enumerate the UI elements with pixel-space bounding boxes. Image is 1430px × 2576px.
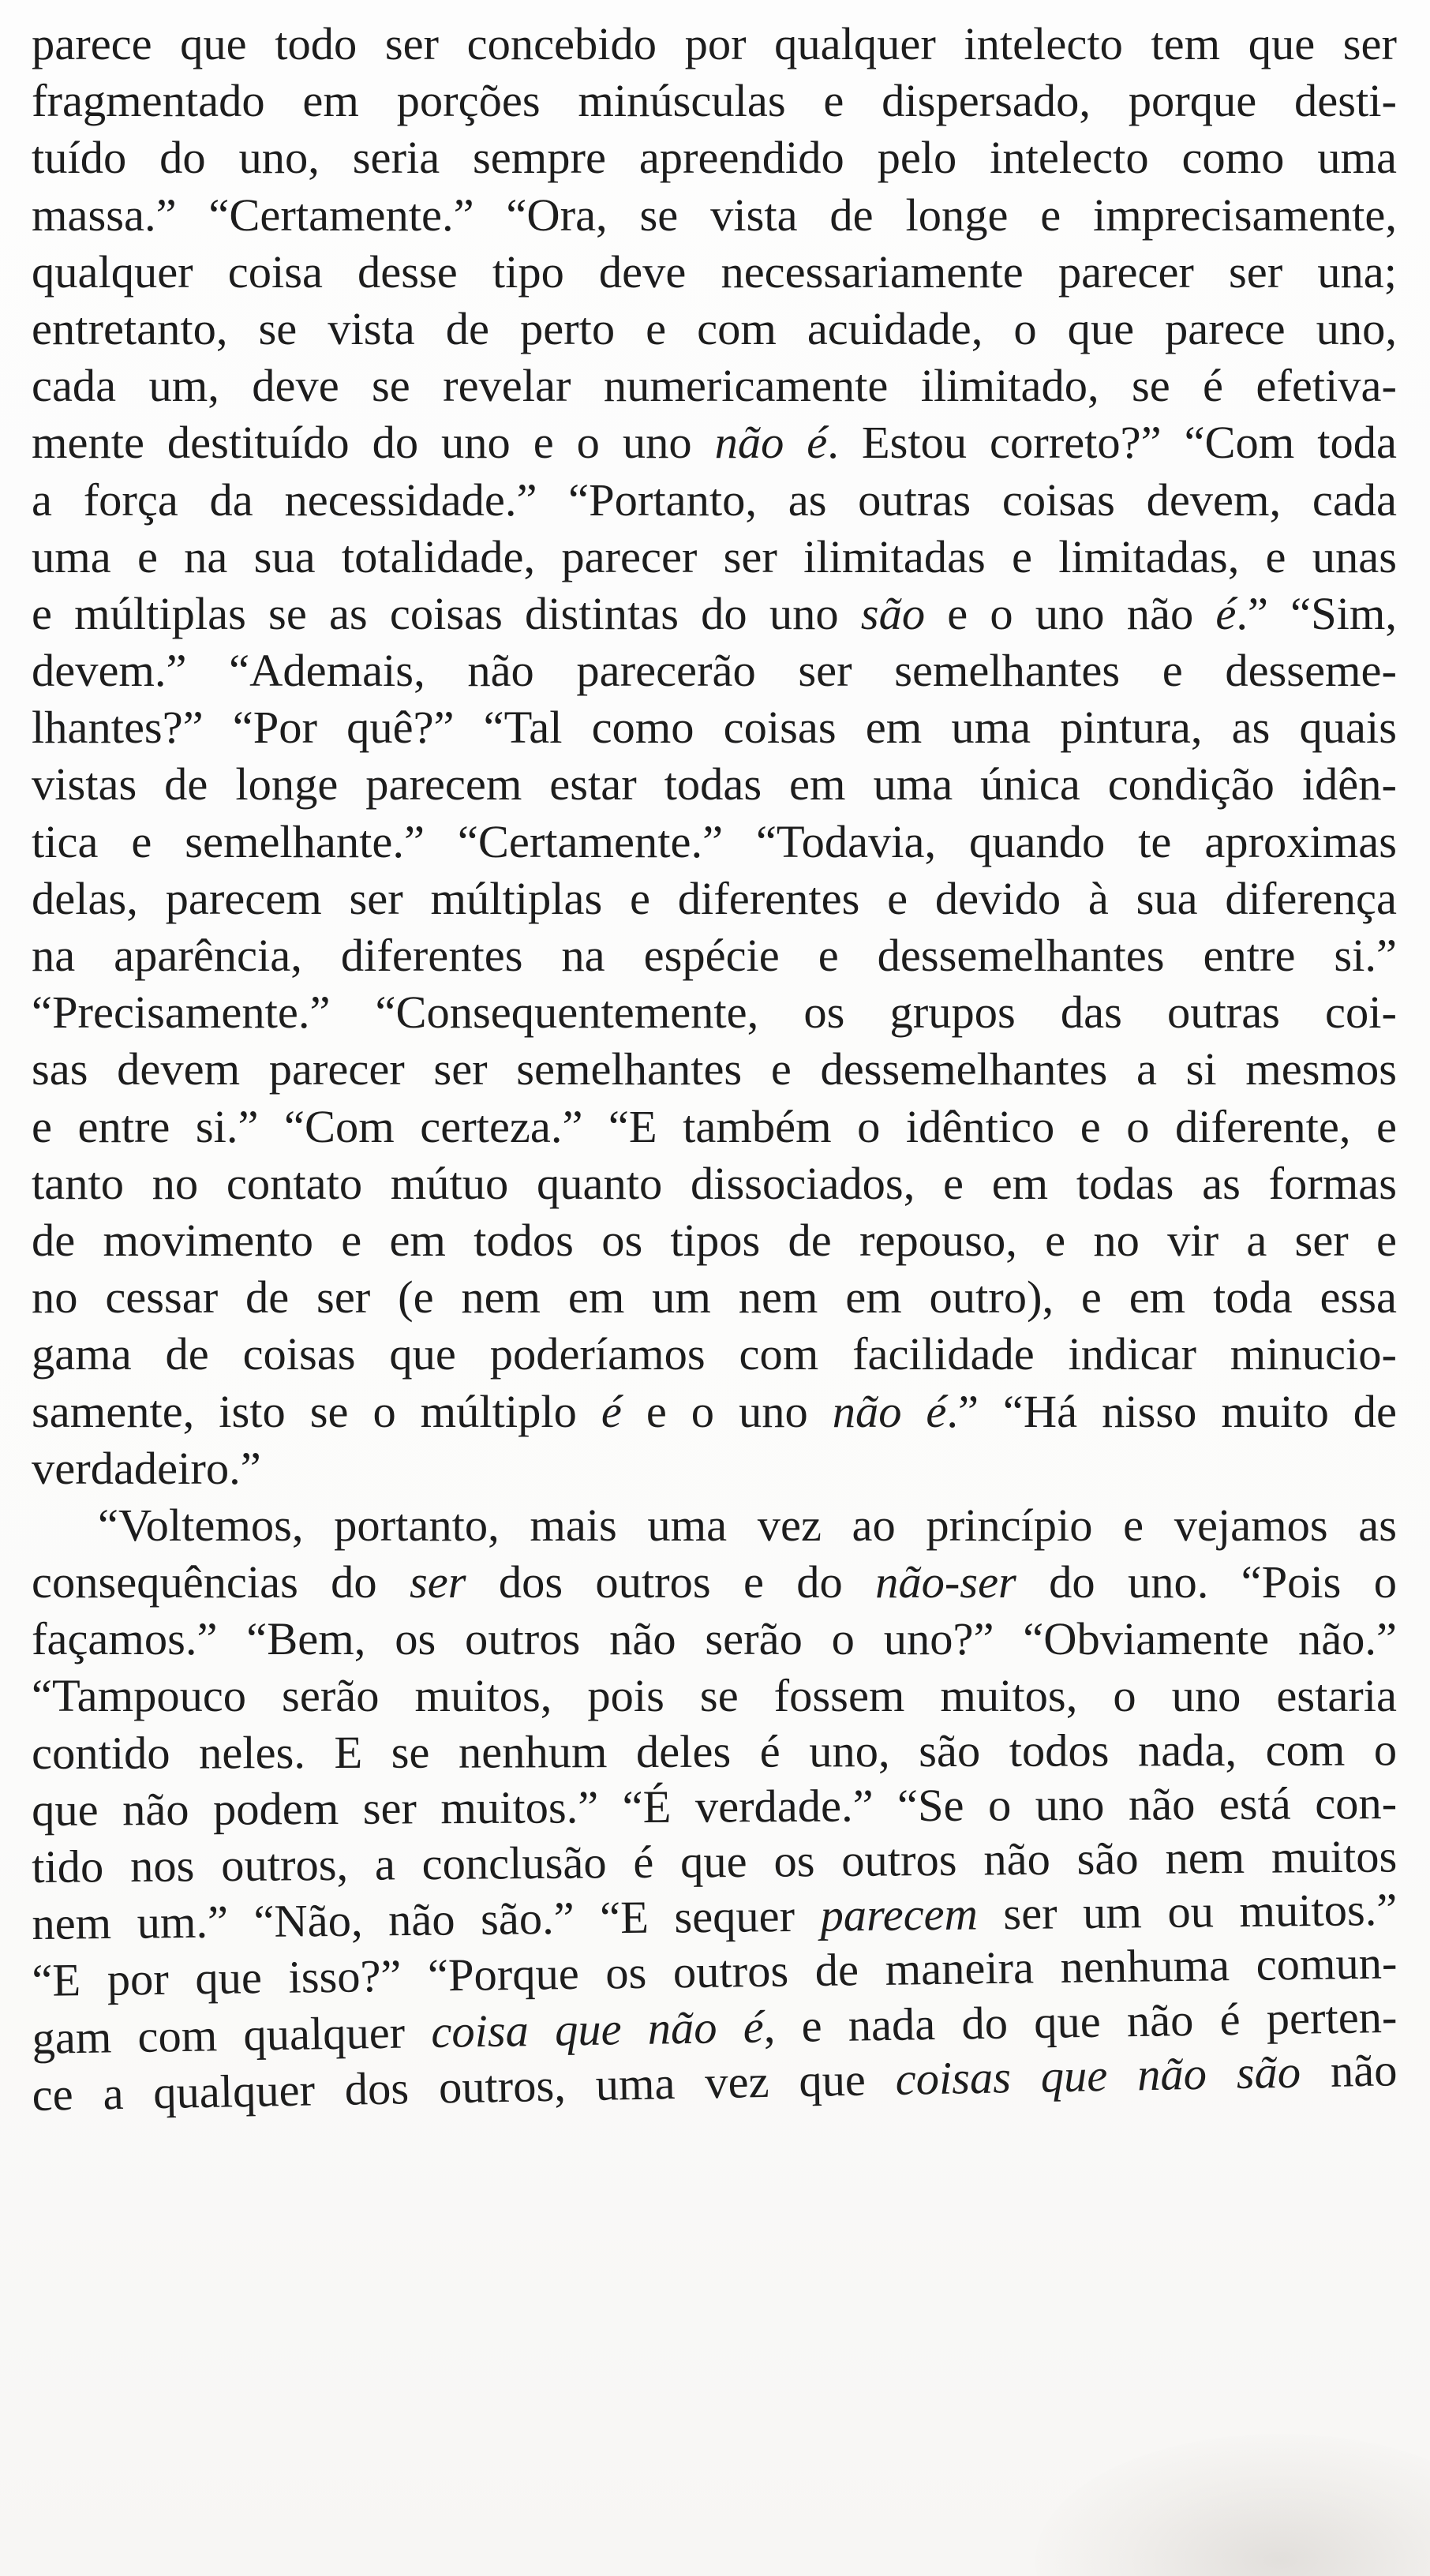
text-line [32, 301, 1397, 358]
text-line [32, 1155, 1397, 1212]
text-run: devem.” “Ademais, não parecerão ser semelhantes e desseme- [32, 645, 1397, 697]
text-run: no cessar de ser (e nem em um nem em outro), e em toda essa [32, 1271, 1397, 1324]
text-run: gama de coisas que poderíamos com facilidade indicar minucio- [32, 1328, 1397, 1380]
text-run: “Tampouco serão muitos, pois se fossem muitos, o uno estaria [32, 1670, 1397, 1722]
text-run: que não podem ser muitos.” “É verdade.” “Se o uno não está con- [32, 1777, 1398, 1836]
text-run: consequências do [32, 1556, 410, 1608]
text-run: façamos.” “Bem, os outros não serão o uno?” “Obviamente não.” [32, 1613, 1397, 1665]
text-line [32, 472, 1397, 529]
italic-phrase: não é [832, 1385, 947, 1437]
text-line [32, 1721, 1397, 1782]
text-line [32, 699, 1397, 756]
text-run: nem um.” “Não, não são.” “E sequer [32, 1889, 821, 1950]
italic-phrase: parecem [820, 1888, 979, 1941]
text-line [32, 73, 1397, 129]
italic-phrase: ser [410, 1556, 466, 1608]
text-run: vistas de longe parecem estar todas em uma única condição idên- [32, 758, 1397, 811]
text-run: verdadeiro.” [32, 1442, 261, 1494]
text-run: e entre si.” “Com certeza.” “E também o idêntico e o diferente, e [32, 1100, 1397, 1152]
text-line [32, 586, 1397, 642]
text-line [32, 1668, 1397, 1724]
text-run: sas devem parecer ser semelhantes e dessemelhantes a si mesmos [32, 1043, 1397, 1095]
text-line [32, 814, 1397, 871]
text-run: tuído do uno, seria sempre apreendido pelo intelecto como uma [32, 132, 1397, 184]
italic-phrase: não é [714, 417, 828, 469]
text-run: a força da necessidade.” “Portanto, as outras coisas devem, cada [32, 474, 1397, 526]
text-run: entretanto, se vista de perto e com acuidade, o que parece uno, [32, 302, 1397, 354]
text-line [32, 1383, 1397, 1440]
text-run: e múltiplas se as coisas distintas do uno [32, 587, 861, 639]
page-curl-shadow [1035, 2434, 1430, 2576]
text-run: lhantes?” “Por quê?” “Tal como coisas em uma pintura, as quais [32, 702, 1397, 754]
text-run: uma e na sua totalidade, parecer ser ilimitadas e limitadas, e unas [32, 530, 1397, 582]
text-line [32, 1099, 1397, 1155]
text-run: na aparência, diferentes na espécie e dessemelhantes entre si.” [32, 930, 1397, 981]
text-run: “Voltemos, portanto, mais uma vez ao princípio e vejamos as [98, 1499, 1397, 1551]
text-line [32, 129, 1397, 186]
text-line [32, 871, 1397, 927]
text-run: tanto no contato mútuo quanto dissociados, e em todas as formas [32, 1157, 1397, 1209]
text-run: parece que todo ser concebido por qualquer intelecto tem que ser [32, 18, 1397, 69]
text-run: fragmentado em porções minúsculas e dispersado, porque desti- [32, 75, 1397, 127]
text-run: tica e semelhante.” “Certamente.” “Todavia, quando te aproximas [32, 815, 1397, 867]
text-line [32, 1212, 1397, 1269]
italic-phrase: é [601, 1385, 622, 1437]
paragraph-voltemos [32, 1497, 1397, 2124]
text-run: não [1300, 2044, 1398, 2098]
text-run: “Precisamente.” “Consequentemente, os grupos das outras coi- [32, 987, 1397, 1039]
text-run: mente destituído do uno e o uno [32, 417, 715, 469]
body-text [32, 16, 1397, 2124]
text-line [32, 1554, 1397, 1611]
text-run: dos outros e do [466, 1556, 876, 1608]
text-run: cada um, deve se revelar numericamente ilimitado, se é efetiva- [32, 360, 1397, 412]
text-line [32, 927, 1397, 984]
text-line [32, 529, 1397, 586]
text-line [32, 756, 1397, 813]
text-line [32, 642, 1397, 699]
text-line [32, 984, 1397, 1041]
italic-phrase: coisa que não é [430, 2000, 765, 2057]
italic-phrase: coisas que não são [895, 2046, 1301, 2105]
text-run: .” “Sim, [1236, 587, 1397, 639]
text-run: e o uno [621, 1385, 833, 1437]
text-line [32, 1269, 1397, 1326]
text-line [32, 187, 1397, 244]
text-run: gam com qualquer [32, 2005, 432, 2064]
text-run: samente, isto se o múltiplo [32, 1385, 601, 1437]
text-line [32, 244, 1397, 301]
text-line [32, 414, 1397, 471]
text-run: qualquer coisa desse tipo deve necessariamente parecer ser una; [32, 245, 1397, 298]
text-run: delas, parecem ser múltiplas e diferentes e devido à sua diferença [32, 872, 1397, 924]
text-run: de movimento e em todos os tipos de repouso, e no vir a ser e [32, 1214, 1397, 1266]
text-run: massa.” “Certamente.” “Ora, se vista de longe e imprecisamente, [32, 189, 1397, 241]
text-run: ser um ou muitos.” [977, 1884, 1398, 1940]
italic-phrase: são [860, 587, 926, 639]
text-line [32, 1440, 1397, 1497]
italic-phrase: é [1215, 587, 1237, 639]
text-line [32, 1041, 1397, 1098]
italic-phrase: não-ser [875, 1556, 1016, 1608]
text-run: e o uno não [925, 587, 1216, 639]
text-run: . Estou correto?” “Com toda [827, 417, 1397, 469]
text-line [32, 358, 1397, 414]
text-line [32, 1326, 1397, 1383]
text-run: , e nada do que não é perten- [763, 1990, 1398, 2052]
text-run: ce a qualquer dos outros, uma vez que [32, 2053, 897, 2121]
text-run: .” “Há nisso muito de [946, 1385, 1397, 1437]
paragraph-continuation [32, 16, 1397, 1497]
text-line [32, 16, 1397, 73]
text-line [32, 1497, 1397, 1554]
text-run: do uno. “Pois o [1016, 1556, 1397, 1608]
text-line [32, 1611, 1397, 1668]
text-run: contido neles. E se nenhum deles é uno, são todos nada, com o [32, 1724, 1398, 1779]
text-run: tido nos outros, a conclusão é que os outros não são nem muitos [32, 1830, 1398, 1893]
text-run: “E por que isso?” “Porque os outros de maneira nenhuma comun- [32, 1937, 1398, 2007]
